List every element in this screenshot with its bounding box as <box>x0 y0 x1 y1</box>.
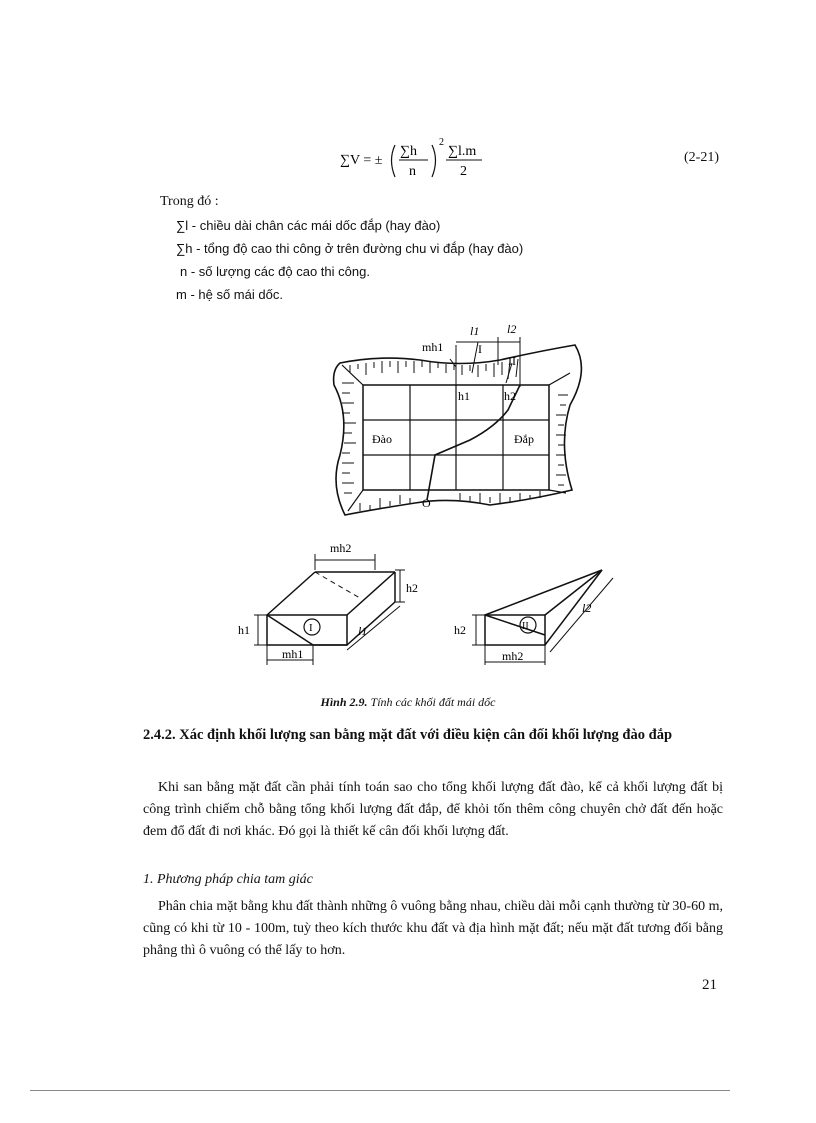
definition-m: m - hệ số mái dốc. <box>176 287 283 302</box>
figure-caption <box>0 695 816 710</box>
bottom-rule <box>30 1090 730 1091</box>
label-roman-1: I <box>478 342 482 356</box>
definition-n: n - số lượng các độ cao thi công. <box>180 264 370 279</box>
label-circle-1: I <box>309 622 313 634</box>
intro-text: Trong đó : <box>160 194 219 209</box>
label-mh2-top: mh2 <box>330 541 352 555</box>
right-paren <box>432 145 436 177</box>
formula-exponent: 2 <box>439 137 444 148</box>
formula-two: 2 <box>460 164 467 179</box>
formula-n: n <box>409 164 416 179</box>
definition-sum-h: ∑h - tổng độ cao thi công ở trên đường chu vi đắp (hay đào) <box>176 241 524 256</box>
solid-one <box>267 572 395 645</box>
solid-one-dims <box>254 554 405 665</box>
label-h2-top: h2 <box>504 389 516 403</box>
label-h2-top-solid: h2 <box>406 581 418 595</box>
label-mh2: mh2 <box>502 649 524 663</box>
label-l2: l2 <box>582 601 592 615</box>
label-h2-left: h2 <box>454 623 466 637</box>
page-number: 21 <box>702 977 717 993</box>
label-dao: Đào <box>372 432 392 446</box>
section-heading: 2.4.2. Xác định khối lượng san bằng mặt đất với điều kiện cân đối khối lượng đào đắp <box>143 727 673 743</box>
label-l2-top: l2 <box>507 322 517 336</box>
equation-number: (2-21) <box>684 150 719 165</box>
caption-text: Tính các khối đất mái dốc <box>367 695 496 709</box>
right-hachures <box>556 395 568 485</box>
label-h1-top: h1 <box>458 389 470 403</box>
paragraph-1: Khi san bằng mặt đất cần phải tính toán sao cho tổng khối lượng đất đào, kể cả khối lượng đất bị công trình chiếm chỗ bằng tổng khối lượng đất đắp, để khỏi tốn thêm công chuyên chở đất đến hoặc đem đổ đất đi nơi khác. Đó gọi là thiết kế cân đối khối lượng đất. <box>143 780 723 839</box>
hidden-edge <box>315 572 360 598</box>
formula-2-21 <box>340 135 540 185</box>
formula-lhs: ∑V = ± <box>340 153 383 168</box>
solid-two-dims <box>472 578 613 665</box>
formula-sum-lm: ∑l.m <box>448 144 477 159</box>
paragraph-2: Phân chia mặt bằng khu đất thành những ô vuông bằng nhau, chiều dài mỗi cạnh thường từ 30-60 m, cũng có khi từ 10 - 100m, tuỳ theo kích thước khu đất và địa hình mặt đất; nếu mặt đất tương đối bằng phẳng thì ô vuông có thể lấy to hơn. <box>143 899 723 958</box>
label-h1-left: h1 <box>238 623 250 637</box>
subheading: 1. Phương pháp chia tam giác <box>143 872 313 887</box>
label-dap: Đắp <box>514 432 534 446</box>
caption-label: Hình 2.9. <box>320 695 368 709</box>
label-l1: l1 <box>358 624 368 638</box>
label-origin: O <box>422 496 431 510</box>
label-circle-2: II <box>522 621 529 632</box>
label-roman-2: II <box>508 354 516 368</box>
definition-sum-l: ∑l - chiều dài chân các mái dốc đắp (hay đào) <box>176 218 441 233</box>
left-hachures <box>342 383 356 493</box>
label-mh1-top: mh1 <box>422 340 444 354</box>
figure-plan <box>320 315 590 525</box>
formula-sum-h: ∑h <box>400 144 417 159</box>
definition-list <box>176 218 523 310</box>
figure-slope-solids <box>230 540 620 680</box>
label-l1-top: l1 <box>470 324 480 338</box>
label-mh1: mh1 <box>282 647 304 661</box>
left-paren <box>392 145 396 177</box>
